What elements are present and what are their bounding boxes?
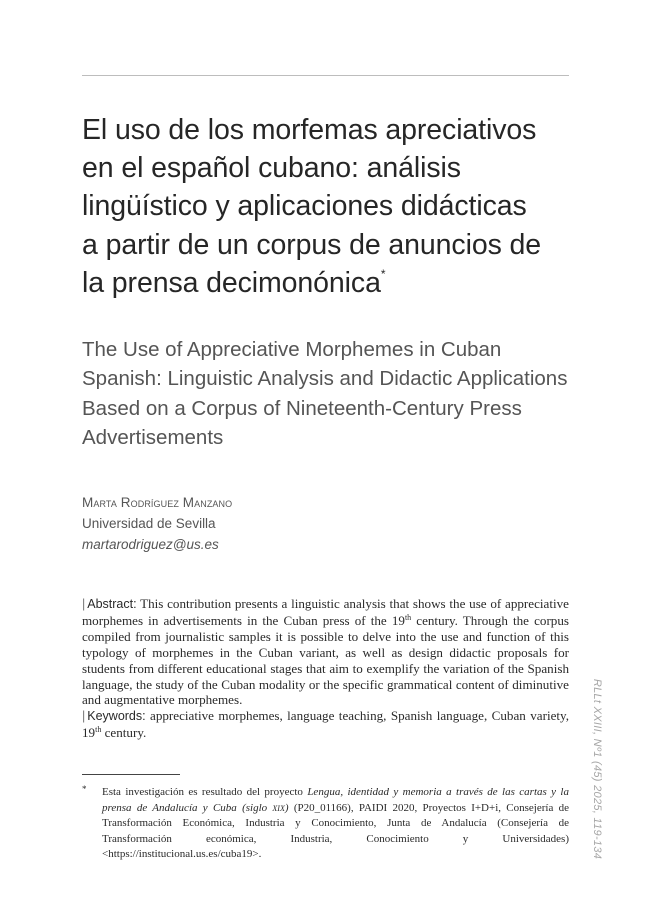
author-affiliation: Universidad de Sevilla — [82, 516, 216, 531]
author-block — [82, 492, 502, 555]
abstract-sup: th — [404, 612, 412, 622]
keywords-label: Keywords: — [87, 709, 146, 724]
footnote-rule — [82, 774, 180, 775]
title-es-line-5-text: la prensa decimonónica — [82, 266, 381, 299]
title-es-line-3: lingüístico y aplicaciones didácticas — [82, 190, 527, 223]
keywords-text-2: century. — [101, 725, 147, 741]
keywords-paragraph — [82, 708, 569, 741]
abstract-text-1: This contribution presents a linguistic analysis that shows the use of appreciative morphemes in advertisements in the Cuban press of the 19 — [82, 596, 569, 628]
title-en-line-1: The Use of Appreciative Morphemes in Cuban — [82, 338, 502, 361]
title-en-line-2: Spanish: Linguistic Analysis and Didactic Applications — [82, 367, 568, 391]
abstract-bar: | — [82, 597, 86, 611]
top-rule — [82, 75, 569, 76]
footnote-text — [82, 785, 569, 863]
title-en-line-3: Based on a Corpus of Nineteenth-Century Press — [82, 396, 522, 420]
footnote-text-2: (P20_01166), PAIDI 2020, Proyectos I+D+i, Consejería de Transformación Económica, Industria y Conocimiento, Junta de Andalucía (Consejería de Transformación económica, Industria, Conocimiento y Universidades) <https://institucional.us.es/cuba19>. — [102, 801, 569, 860]
footnote-italic-1: Lengua, identidad y memoria a través de las cartas y la prensa de Andalucía y Cuba (siglo — [102, 786, 569, 814]
footnote-century: xix — [272, 801, 285, 814]
title-es-line-5 — [82, 264, 582, 302]
author-email[interactable]: martarodriguez@us.es — [82, 537, 219, 552]
article-title-spanish — [82, 111, 582, 302]
footnote-marker: * — [82, 784, 87, 794]
title-es-line-2: en el español cubano: análisis — [82, 152, 461, 185]
footnote — [82, 785, 569, 863]
keywords-text-1: appreciative morphemes, language teaching, Spanish language, Cuban variety, 19 — [82, 708, 569, 741]
abstract-label: Abstract: — [87, 597, 137, 611]
article-title-english — [82, 335, 582, 452]
footnote-text-1: Esta investigación es resultado del proyecto — [102, 786, 308, 798]
abstract-text-2: century. Through the corpus compiled from journalistic samples it is possible to delve into the use and function of this typology of morphemes in the Cuban variant, as well as design didactic proposals for students from different educational stages that aim to exemplify the variation of the Spanish language, the study of the Cuban modality or the specific grammatical content of diminutive and augmentative morphemes. — [82, 612, 569, 708]
author-name: Marta Rodríguez Manzano — [82, 495, 233, 510]
keywords-sup: th — [95, 725, 102, 735]
title-en-line-4: Advertisements — [82, 425, 224, 449]
title-footnote-marker[interactable]: * — [380, 266, 386, 281]
journal-reference: RLLt XXIII, Nº1 (45) 2025, 119-134 — [591, 678, 603, 860]
keywords-bar: | — [82, 709, 86, 724]
title-es-line-1: El uso de los morfemas apreciativos — [82, 114, 537, 146]
footnote-italic-2: ) — [284, 801, 289, 814]
abstract-paragraph — [82, 596, 569, 708]
title-es-line-4: a partir de un corpus de anuncios de — [82, 228, 542, 261]
abstract-section — [82, 596, 569, 741]
